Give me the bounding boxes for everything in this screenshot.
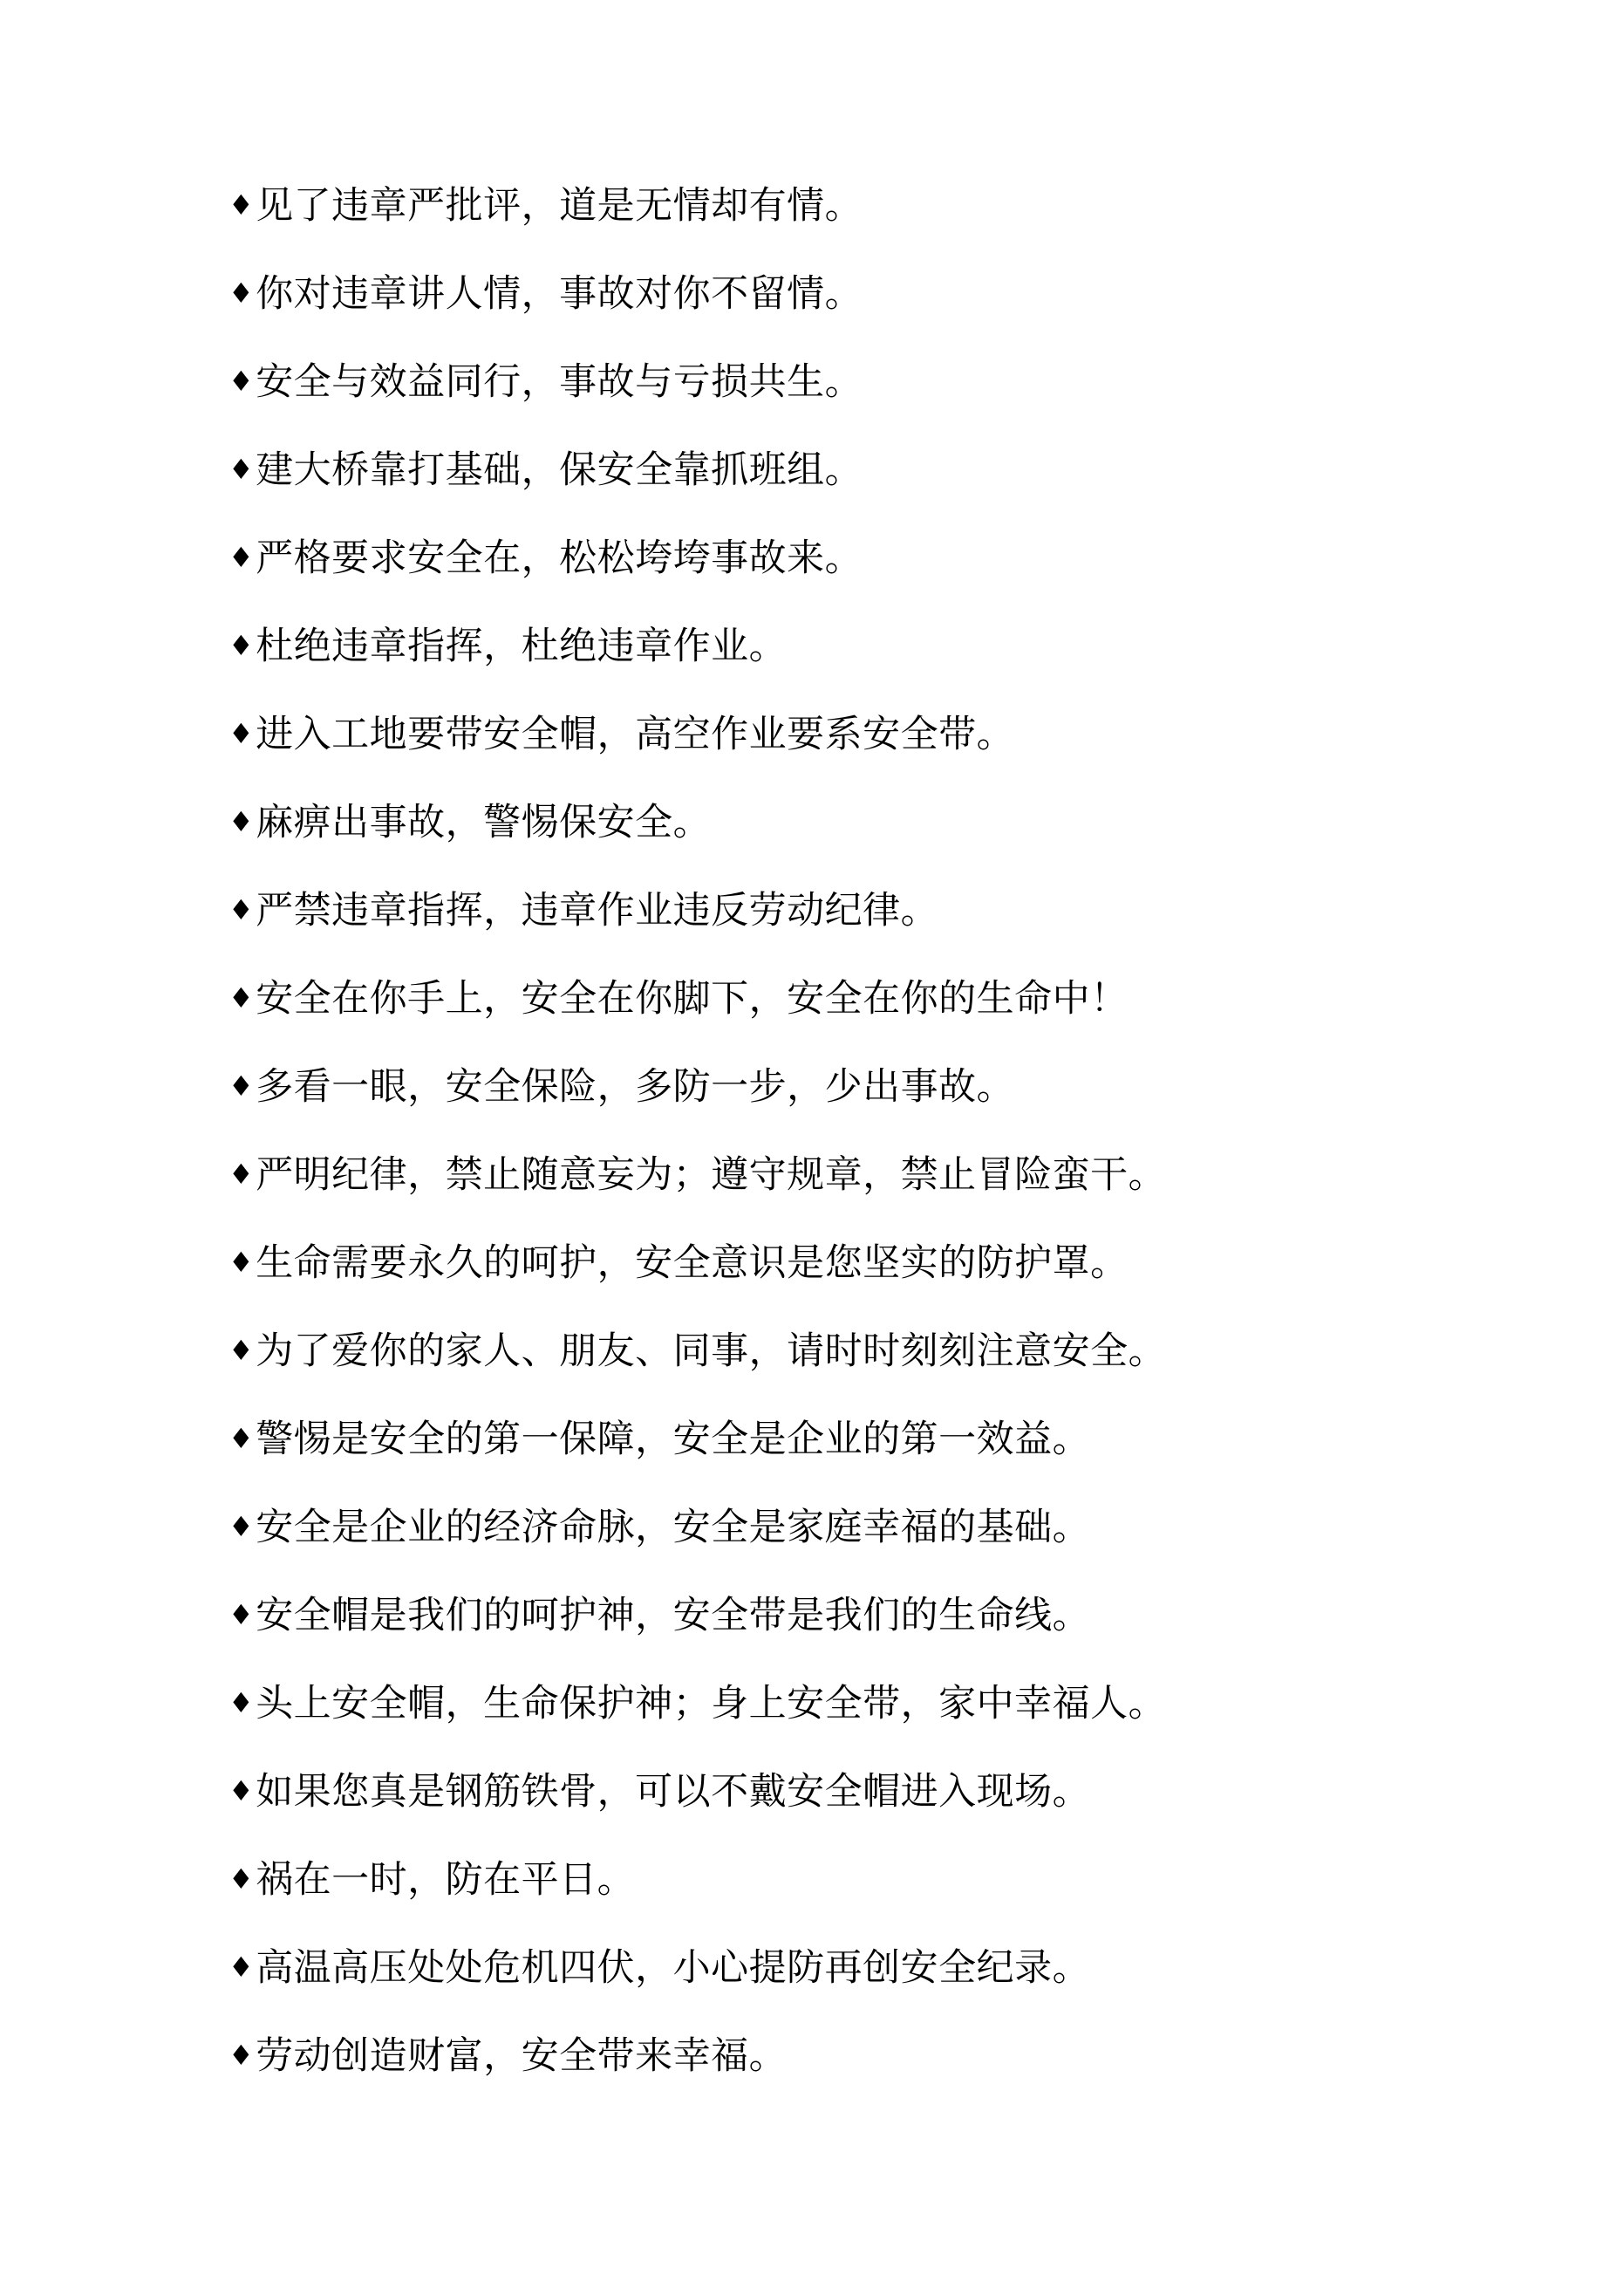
diamond-bullet-icon: ♦	[228, 893, 255, 926]
diamond-bullet-icon: ♦	[228, 1774, 255, 1807]
slogan-item	[228, 1499, 1166, 1587]
slogan-text: 如果您真是钢筋铁骨，可以不戴安全帽进入现场。	[256, 1770, 1091, 1814]
slogan-item	[228, 265, 1166, 353]
diamond-bullet-icon: ♦	[228, 1510, 255, 1543]
slogan-item	[228, 530, 1166, 618]
diamond-bullet-icon: ♦	[228, 2039, 255, 2072]
slogan-item	[228, 1763, 1166, 1851]
diamond-bullet-icon: ♦	[228, 188, 255, 222]
slogan-text: 安全是企业的经济命脉，安全是家庭幸福的基础。	[256, 1506, 1091, 1549]
diamond-bullet-icon: ♦	[228, 717, 255, 750]
slogan-item	[228, 1851, 1166, 1939]
slogan-text: 生命需要永久的呵护，安全意识是您坚实的防护罩。	[256, 1241, 1129, 1285]
diamond-bullet-icon: ♦	[228, 1862, 255, 1896]
slogan-item	[228, 1411, 1166, 1499]
slogan-item	[228, 706, 1166, 794]
slogan-item	[228, 441, 1166, 530]
slogan-text: 高温高压处处危机四伏，小心提防再创安全纪录。	[256, 1946, 1091, 1990]
slogan-item	[228, 1587, 1166, 1675]
diamond-bullet-icon: ♦	[228, 277, 255, 310]
diamond-bullet-icon: ♦	[228, 541, 255, 574]
diamond-bullet-icon: ♦	[228, 1686, 255, 1719]
slogan-text: 杜绝违章指挥，杜绝违章作业。	[256, 625, 788, 668]
diamond-bullet-icon: ♦	[228, 1951, 255, 1984]
slogan-item	[228, 1322, 1166, 1411]
slogan-text: 头上安全帽，生命保护神；身上安全带，家中幸福人。	[256, 1682, 1167, 1725]
slogan-item	[228, 794, 1166, 882]
slogan-item	[228, 618, 1166, 706]
slogan-item	[228, 1058, 1166, 1146]
slogan-text: 建大桥靠打基础，保安全靠抓班组。	[256, 448, 863, 492]
slogan-text: 安全与效益同行，事故与亏损共生。	[256, 360, 863, 404]
diamond-bullet-icon: ♦	[228, 629, 255, 662]
slogan-text: 安全在你手上，安全在你脚下，安全在你的生命中！	[256, 977, 1129, 1021]
diamond-bullet-icon: ♦	[228, 1334, 255, 1367]
slogan-item	[228, 882, 1166, 970]
slogan-text: 多看一眼，安全保险，多防一步，少出事故。	[256, 1065, 1015, 1109]
diamond-bullet-icon: ♦	[228, 1422, 255, 1455]
diamond-bullet-icon: ♦	[228, 1598, 255, 1631]
diamond-bullet-icon: ♦	[228, 1246, 255, 1279]
slogan-text: 严禁违章指挥，违章作业违反劳动纪律。	[256, 889, 939, 933]
diamond-bullet-icon: ♦	[228, 453, 255, 486]
slogan-text: 严格要求安全在，松松垮垮事故来。	[256, 536, 863, 580]
slogan-text: 祸在一时，防在平日。	[256, 1858, 636, 1902]
diamond-bullet-icon: ♦	[228, 365, 255, 398]
slogan-text: 你对违章讲人情，事故对你不留情。	[256, 272, 863, 316]
slogan-item	[228, 1675, 1166, 1763]
slogan-text: 安全帽是我们的呵护神，安全带是我们的生命线。	[256, 1594, 1091, 1637]
slogan-item	[228, 353, 1166, 441]
slogan-text: 麻痹出事故，警惕保安全。	[256, 801, 712, 844]
slogan-item	[228, 2027, 1166, 2115]
diamond-bullet-icon: ♦	[228, 1069, 255, 1103]
slogan-item	[228, 1146, 1166, 1234]
slogan-text: 进入工地要带安全帽，高空作业要系安全带。	[256, 713, 1015, 756]
diamond-bullet-icon: ♦	[228, 805, 255, 838]
slogan-text: 见了违章严批评，道是无情却有情。	[256, 184, 863, 228]
slogan-item	[228, 970, 1166, 1058]
slogan-item	[228, 1939, 1166, 2027]
slogan-item	[228, 1234, 1166, 1322]
diamond-bullet-icon: ♦	[228, 1158, 255, 1191]
slogan-text: 严明纪律，禁止随意妄为；遵守规章，禁止冒险蛮干。	[256, 1153, 1167, 1197]
slogan-text: 为了爱你的家人、朋友、同事，请时时刻刻注意安全。	[256, 1329, 1167, 1373]
diamond-bullet-icon: ♦	[228, 981, 255, 1015]
slogan-text: 劳动创造财富，安全带来幸福。	[256, 2034, 788, 2078]
slogan-item	[228, 177, 1166, 265]
slogan-text: 警惕是安全的第一保障，安全是企业的第一效益。	[256, 1418, 1091, 1461]
slogan-list	[228, 177, 1166, 2115]
